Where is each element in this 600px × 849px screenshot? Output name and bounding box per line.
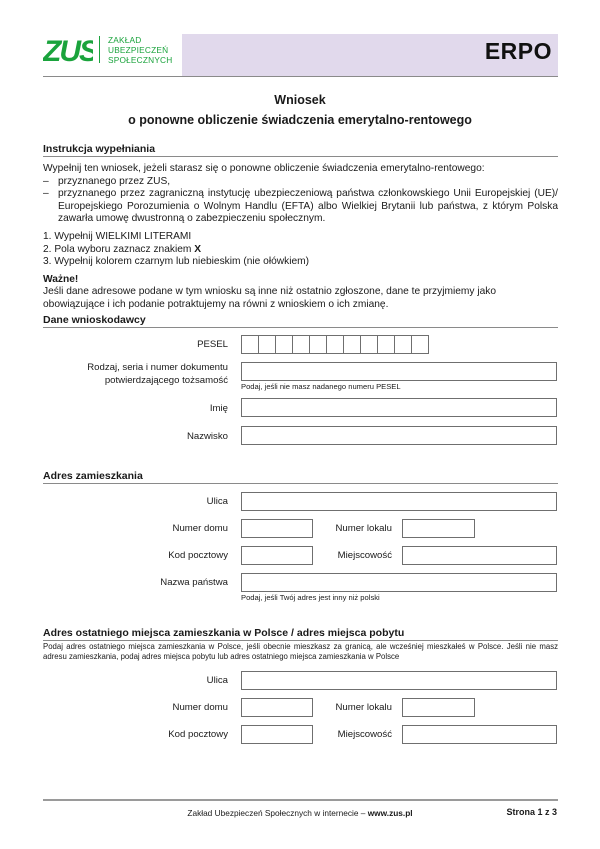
last-name-label: Nazwisko — [186, 431, 228, 442]
pesel-digit-box[interactable] — [360, 335, 378, 354]
step-item — [43, 231, 558, 244]
last-apartment-number-input[interactable] — [402, 698, 475, 717]
section-heading-address: Adres zamieszkania — [43, 470, 558, 484]
form-code: ERPO — [484, 38, 552, 64]
country-hint: Podaj, jeśli Twój adres jest inny niż polski — [241, 593, 380, 602]
instructions-body — [43, 163, 558, 312]
step-number: 1. — [43, 230, 52, 242]
last-apartment-number-label: Numer lokalu — [335, 702, 392, 713]
header-divider — [43, 76, 558, 77]
last-postal-code-label: Kod pocztowy — [168, 729, 228, 740]
last-street-label: Ulica — [206, 675, 228, 686]
logo-line: ZAKŁAD — [108, 35, 142, 45]
step-item — [43, 256, 558, 269]
city-input[interactable] — [402, 546, 557, 565]
step-number: 2. — [43, 243, 52, 255]
step-text: Wypełnij WIELKIMI LITERAMI — [54, 230, 192, 242]
first-name-input[interactable] — [241, 398, 557, 417]
section-heading-last-address: Adres ostatniego miejsca zamieszkania w Polsce / adres miejsca pobytu — [43, 627, 558, 641]
document-label — [87, 361, 228, 387]
last-house-number-input[interactable] — [241, 698, 313, 717]
city-label: Miejscowość — [337, 550, 392, 561]
postal-code-input[interactable] — [241, 546, 313, 565]
pesel-digit-box[interactable] — [411, 335, 429, 354]
step-number: 3. — [43, 256, 52, 268]
svg-text:ZUS: ZUS — [43, 35, 93, 64]
bullet-text: przyznanego przez ZUS, — [58, 175, 171, 187]
pesel-digit-box[interactable] — [377, 335, 395, 354]
step-item — [43, 244, 558, 257]
section-heading-instructions: Instrukcja wypełniania — [43, 143, 558, 157]
instructions-intro: Wypełnij ten wniosek, jeżeli starasz się o ponowne obliczenie świadczenia emerytalno-rentowego: — [43, 163, 485, 174]
last-address-note: Podaj adres ostatniego miejsca zamieszkania w Polsce, jeśli obecnie mieszkasz za granicą, ale wcześniej mieszkałeś w Polsce. Jeśli nie masz adresu zamieszkania, podaj adres miejsca pobytu lub adres ostatniego miejsca zamieszkania w Polsce — [43, 642, 558, 661]
apartment-number-input[interactable] — [402, 519, 475, 538]
logo-separator — [99, 36, 100, 63]
footer-link[interactable]: www.zus.pl — [367, 808, 413, 818]
important-text: Jeśli dane adresowe podane w tym wniosku są inne niż ostatnio zgłoszone, dane te przyjmiemy jako obowiązujące i ich podanie potraktujemy na równi z wnioskiem o ich zmianę. — [43, 286, 497, 310]
zus-logo-icon — [43, 34, 93, 64]
country-label: Nazwa państwa — [160, 577, 228, 588]
pesel-digit-box[interactable] — [309, 335, 327, 354]
last-house-number-label: Numer domu — [172, 702, 228, 713]
document-label-line: Rodzaj, seria i numer dokumentu — [87, 362, 228, 373]
pesel-digit-box[interactable] — [292, 335, 310, 354]
pesel-input[interactable] — [241, 335, 429, 354]
logo-line: SPOŁECZNYCH — [108, 55, 173, 65]
list-item — [43, 176, 558, 189]
pesel-label: PESEL — [197, 339, 228, 350]
step-text: Wypełnij kolorem czarnym lub niebieskim (nie ołówkiem) — [54, 256, 310, 268]
house-number-input[interactable] — [241, 519, 313, 538]
pesel-digit-box[interactable] — [241, 335, 259, 354]
street-input[interactable] — [241, 492, 557, 511]
document-hint: Podaj, jeśli nie masz nadanego numeru PESEL — [241, 382, 401, 391]
page-number: Strona 1 z 3 — [506, 807, 557, 817]
document-label-line: potwierdzającego tożsamość — [104, 375, 228, 386]
street-label: Ulica — [206, 496, 228, 507]
house-number-label: Numer domu — [172, 523, 228, 534]
pesel-digit-box[interactable] — [275, 335, 293, 354]
dash-icon: – — [43, 188, 49, 200]
footer-divider — [43, 799, 558, 801]
first-name-label: Imię — [209, 403, 228, 414]
last-street-input[interactable] — [241, 671, 557, 690]
pesel-digit-box[interactable] — [343, 335, 361, 354]
last-city-label: Miejscowość — [337, 729, 392, 740]
pesel-digit-box[interactable] — [394, 335, 412, 354]
pesel-digit-box[interactable] — [326, 335, 344, 354]
list-item — [43, 188, 558, 226]
section-heading-applicant: Dane wnioskodawcy — [43, 314, 558, 328]
bullet-text: przyznanego przez zagraniczną instytucję ubezpieczeniową państwa członkowskiego Unii Europejskiej (UE)/ Europejskiego Porozumienia o Wolnym Handlu (EFTA) albo Wielkiej Brytanii lub państwa, z którym Polska zawarła umowę dwustronną o zabezpieczeniu społecznym. — [58, 188, 558, 225]
footer-label: Zakład Ubezpieczeń Społecznych w internecie – — [187, 808, 368, 818]
document-title: Wniosek — [274, 93, 326, 107]
last-city-input[interactable] — [402, 725, 557, 744]
pesel-digit-box[interactable] — [258, 335, 276, 354]
apartment-number-label: Numer lokalu — [335, 523, 392, 534]
important-heading: Ważne! — [43, 273, 79, 285]
step-text: Pola wyboru zaznacz znakiem — [54, 243, 195, 255]
country-input[interactable] — [241, 573, 557, 592]
step-bold-mark: X — [194, 243, 201, 255]
document-subtitle: o ponowne obliczenie świadczenia emerytalno-rentowego — [128, 113, 472, 127]
dash-icon: – — [43, 175, 49, 187]
last-name-input[interactable] — [241, 426, 557, 445]
identity-document-input[interactable] — [241, 362, 557, 381]
last-postal-code-input[interactable] — [241, 725, 313, 744]
logo-text — [108, 35, 172, 65]
postal-code-label: Kod pocztowy — [168, 550, 228, 561]
logo-line: UBEZPIECZEŃ — [108, 45, 169, 55]
